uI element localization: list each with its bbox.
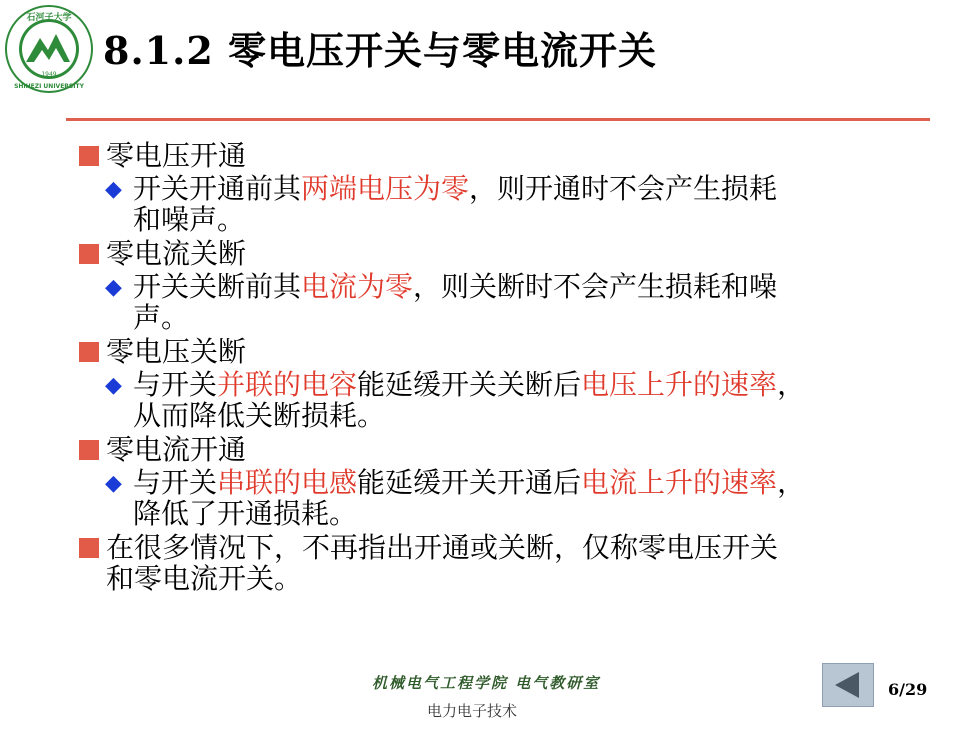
- square-bullet-icon: [79, 342, 99, 362]
- bullet-text: [106, 532, 778, 594]
- highlighted-text: 电压上升的速率: [581, 368, 778, 401]
- footer-department: 机械电气工程学院 电气教研室: [372, 674, 601, 692]
- sub-bullet-item: [105, 173, 919, 235]
- text-line: [133, 172, 777, 205]
- back-arrow-icon: [823, 664, 873, 706]
- square-bullet-icon: [79, 440, 99, 460]
- bullet-item: [79, 336, 919, 367]
- bullet-heading: 零电流关断: [106, 237, 247, 270]
- text-line: [133, 301, 189, 334]
- sub-bullet-item: [105, 271, 919, 333]
- sub-bullet-item: [105, 369, 919, 431]
- sub-bullet-text: [133, 467, 805, 529]
- university-logo: [4, 4, 94, 94]
- bullet-item: [79, 238, 919, 269]
- diamond-bullet-icon: ◆: [105, 471, 122, 496]
- highlighted-text: 并联的电容: [217, 368, 358, 401]
- highlighted-text: 串联的电感: [217, 466, 358, 499]
- text-segment: 与开关: [133, 466, 218, 499]
- bullet-heading: 零电压开通: [106, 139, 247, 172]
- text-line: [133, 399, 385, 432]
- slide-content: [79, 137, 919, 596]
- back-button[interactable]: [822, 663, 874, 707]
- square-bullet-icon: [79, 538, 99, 558]
- text-segment: 声。: [133, 301, 190, 334]
- text-line: [133, 466, 805, 499]
- text-segment: 能延缓开关开通后: [357, 466, 582, 499]
- bullet-list: [79, 140, 919, 529]
- text-segment: 和噪声。: [133, 203, 246, 236]
- text-segment: ，则开通时不会产生损耗: [469, 172, 778, 205]
- title-divider: [66, 118, 930, 121]
- text-segment: 与开关: [133, 368, 218, 401]
- text-segment: 从而降低关断损耗。: [133, 399, 386, 432]
- summary-line-1: 在很多情况下，不再指出开通或关断，仅称零电压开关: [106, 531, 779, 564]
- text-segment: ，则关断时不会产生损耗和噪: [413, 270, 778, 303]
- text-line: [133, 203, 245, 236]
- diamond-bullet-icon: ◆: [105, 373, 122, 398]
- bullet-heading: 零电流开通: [106, 433, 247, 466]
- text-line: [133, 368, 805, 401]
- sub-bullet-text: [133, 271, 777, 333]
- slide-title: 8.1.2 零电压开关与零电流开关: [103, 28, 658, 73]
- text-segment: ，: [777, 466, 806, 499]
- sub-bullet-text: [133, 173, 777, 235]
- logo-top-text: 石河子大学: [26, 13, 72, 23]
- text-segment: 降低了开通损耗。: [133, 497, 358, 530]
- square-bullet-icon: [79, 146, 99, 166]
- logo-year: 1949: [41, 71, 57, 78]
- footer-course: 电力电子技术: [427, 702, 518, 720]
- text-segment: ，: [777, 368, 806, 401]
- text-segment: 开关开通前其: [133, 172, 302, 205]
- sub-bullet-text: [133, 369, 805, 431]
- highlighted-text: 电流为零: [301, 270, 414, 303]
- text-segment: 能延缓开关关断后: [357, 368, 582, 401]
- sub-bullet-item: [105, 467, 919, 529]
- logo-university-name: SHIHEZI UNIVERSITY: [14, 83, 84, 90]
- bullet-item-summary: [79, 532, 919, 594]
- diamond-bullet-icon: ◆: [105, 275, 122, 300]
- summary-line-2: 和零电流开关。: [106, 562, 303, 595]
- bullet-item: [79, 140, 919, 171]
- page-number: 6/29: [888, 680, 928, 699]
- highlighted-text: 电流上升的速率: [581, 466, 778, 499]
- text-line: [133, 497, 357, 530]
- text-segment: 开关关断前其: [133, 270, 302, 303]
- bullet-heading: 零电压关断: [106, 335, 247, 368]
- text-line: [133, 270, 777, 303]
- diamond-bullet-icon: ◆: [105, 177, 122, 202]
- square-bullet-icon: [79, 244, 99, 264]
- bullet-item: [79, 434, 919, 465]
- highlighted-text: 两端电压为零: [301, 172, 470, 205]
